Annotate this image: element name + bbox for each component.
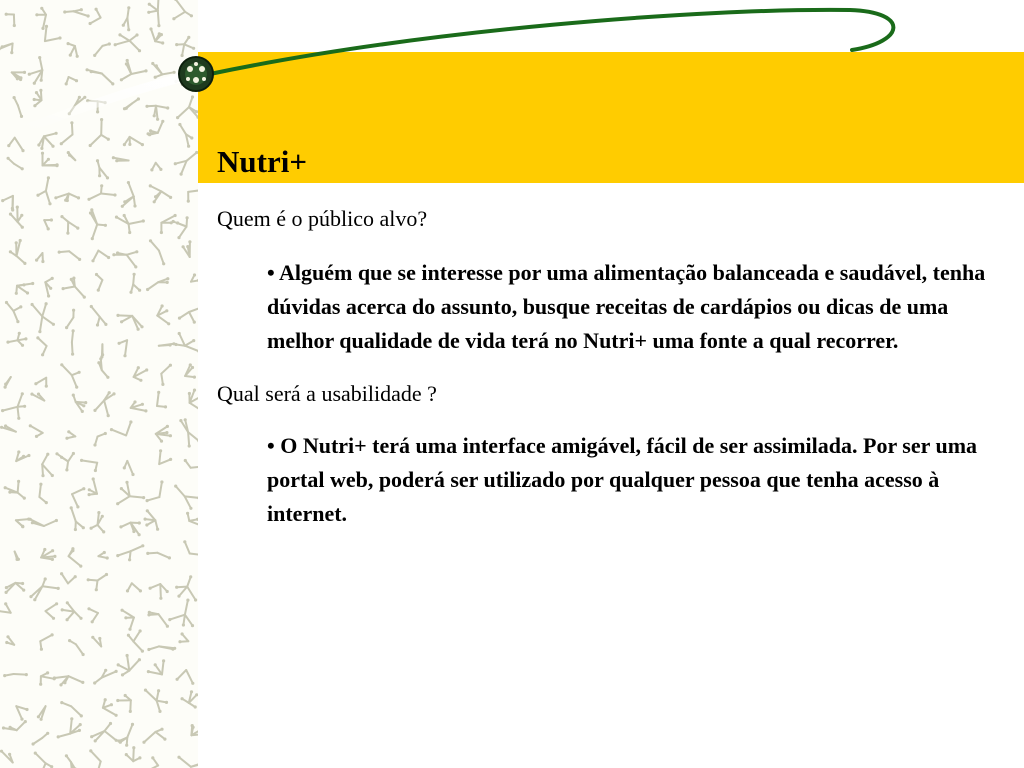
answer-target-audience [267, 256, 989, 358]
answer-usability-text: O Nutri+ terá uma interface amigável, fácil de ser assimilada. Por ser uma portal web, poderá ser utilizado por qualquer pessoa que tenha acesso à internet. [267, 433, 978, 526]
slide-title: Nutri+ [217, 144, 307, 179]
answer-target-audience-text: Alguém que se interesse por uma alimentação balanceada e saudável, tenha dúvidas acerca do assunto, busque receitas de cardápios ou dicas de uma melhor qualidade de vida terá no Nutri+ uma fonte a qual recorrer. [267, 260, 986, 353]
molecule-pattern [0, 0, 198, 768]
question-target-audience: Quem é o público alvo? [217, 206, 428, 231]
question-usability: Qual será a usabilidade ? [217, 381, 437, 406]
answer-usability [267, 429, 989, 531]
bullet-icon: • [267, 433, 275, 458]
decorative-pattern-strip [0, 0, 198, 768]
slide-content [217, 203, 997, 531]
title-band [198, 52, 1024, 183]
bullet-icon: • [267, 260, 275, 285]
